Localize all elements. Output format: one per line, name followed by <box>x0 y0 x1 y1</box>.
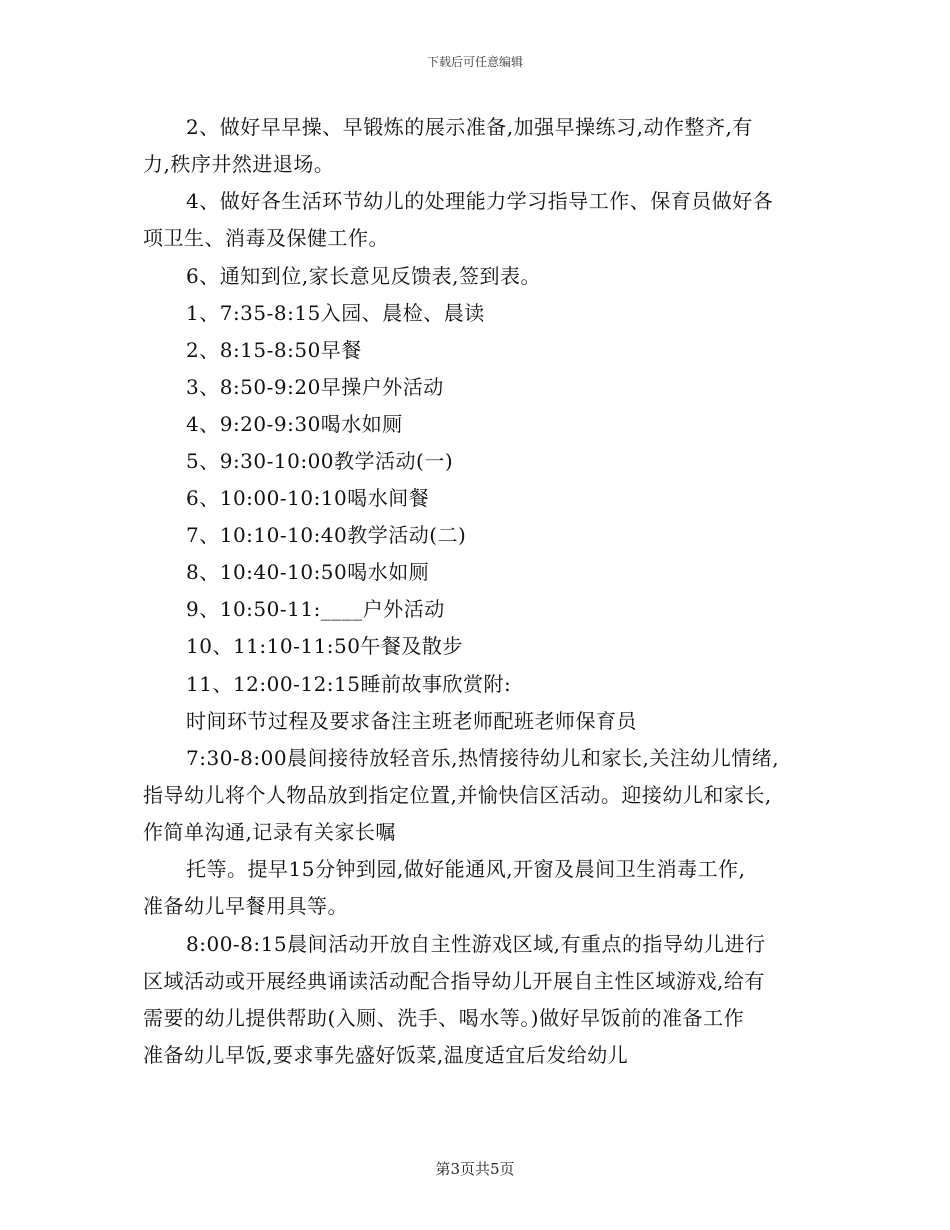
text-line: 2、做好早早操、早锻炼的展示准备,加强早操练习,动作整齐,有 <box>186 115 753 139</box>
text-line: 8:00-8:15晨间活动开放自主性游戏区域,有重点的指导幼儿进行 <box>186 932 766 956</box>
schedule-item: 4、9:20-9:30喝水如厕 <box>186 412 403 436</box>
schedule-item: 11、12:00-12:15睡前故事欣赏附: <box>186 672 512 696</box>
page-header: 下载后可任意编辑 <box>426 55 523 69</box>
schedule-item: 3、8:50-9:20早操户外活动 <box>186 375 444 399</box>
text-line: 作简单沟通,记录有关家长嘱 <box>143 820 396 844</box>
text-line: 准备幼儿早饭,要求事先盛好饭菜,温度适宜后发给幼儿 <box>143 1043 629 1067</box>
text-line: 4、做好各生活环节幼儿的处理能力学习指导工作、保育员做好各 <box>186 189 774 213</box>
schedule-item: 2、8:15-8:50早餐 <box>186 338 362 362</box>
text-line: 托等。提早15分钟到园,做好能通风,开窗及晨间卫生消毒工作, <box>186 857 746 881</box>
schedule-item: 7、10:10-10:40教学活动(二) <box>186 523 467 547</box>
text-line: 指导幼儿将个人物品放到指定位置,并愉快信区活动。迎接幼儿和家长, <box>143 783 772 807</box>
text-line: 力,秩序井然进退场。 <box>143 152 335 176</box>
text-line: 区域活动或开展经典诵读活动配合指导幼儿开展自主性区域游戏,给有 <box>143 969 765 993</box>
schedule-item: 5、9:30-10:00教学活动(一) <box>186 449 454 473</box>
schedule-item: 8、10:40-10:50喝水如厕 <box>186 560 430 584</box>
text-line: 7:30-8:00晨间接待放轻音乐,热情接待幼儿和家长,关注幼儿情绪, <box>186 746 780 770</box>
schedule-item: 6、10:00-10:10喝水间餐 <box>186 486 430 510</box>
schedule-item: 1、7:35-8:15入园、晨检、晨读 <box>186 301 485 325</box>
text-line: 6、通知到位,家长意见反馈表,签到表。 <box>186 264 541 288</box>
page-number: 第3页共5页 <box>435 1160 515 1178</box>
text-line: 需要的幼儿提供帮助(入厕、洗手、喝水等。)做好早饭前的准备工作 <box>143 1006 745 1030</box>
text-line: 准备幼儿早餐用具等。 <box>143 894 348 918</box>
schedule-item: 9、10:50-11:____户外活动 <box>186 597 445 621</box>
table-header-text: 时间环节过程及要求备注主班老师配班老师保育员 <box>186 709 637 733</box>
schedule-item: 10、11:10-11:50午餐及散步 <box>186 634 463 658</box>
text-line: 项卫生、消毒及保健工作。 <box>143 226 389 250</box>
